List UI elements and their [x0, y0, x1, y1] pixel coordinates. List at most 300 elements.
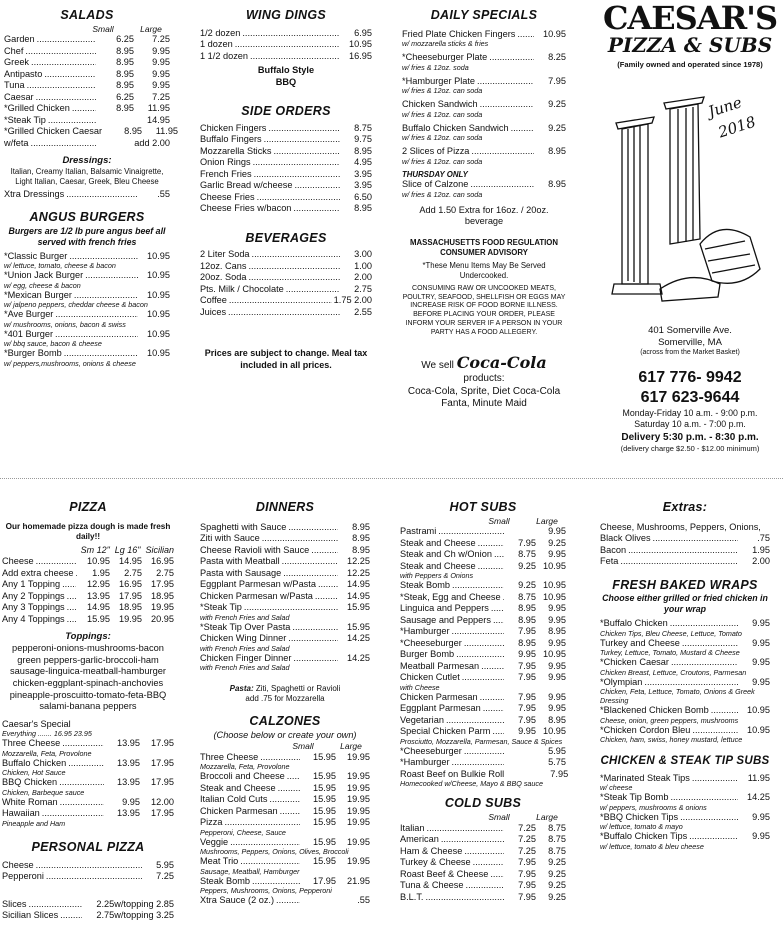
item-price: 9.95: [152, 57, 170, 68]
item-price: 3.95: [354, 180, 372, 191]
item-name: Italian: [400, 822, 425, 833]
item-description: with French Fries and Salad: [200, 612, 290, 622]
phone-2[interactable]: 617 623-9644: [640, 388, 740, 406]
calzone-special: [402, 179, 566, 199]
leader-dots: [711, 705, 738, 717]
item-description: Chicken Tips, Bleu Cheese, Lettuce, Tomato: [600, 628, 742, 638]
item-price: 7.25: [518, 834, 536, 844]
item-price: 9.25: [548, 122, 566, 133]
item-name: *Cheeseburger Plate: [402, 52, 488, 63]
personal-item: [2, 860, 174, 872]
leader-dots: [493, 615, 504, 627]
item-name: Add extra cheese: [2, 567, 74, 578]
item-price: 1.95: [752, 544, 770, 555]
item-price: 9.25: [518, 580, 536, 591]
beverage-item: [200, 295, 372, 307]
coke-products-2: Fanta, Minute Maid: [441, 398, 527, 410]
item-price: 8.75: [548, 834, 566, 844]
item-price: .55: [357, 895, 370, 906]
item-price: 7.95: [518, 714, 536, 725]
hotsub-item: [400, 638, 566, 650]
leader-dots: [67, 614, 76, 626]
extra-item: [600, 533, 770, 545]
item-price: 7.95: [518, 672, 536, 683]
beverage-item: [200, 261, 372, 273]
leader-dots: [471, 146, 534, 158]
item-price: 8.75: [548, 845, 566, 856]
item-description: Peppers, Mushrooms, Onions, Pepperoni: [200, 886, 332, 896]
item-price: 7.95: [550, 768, 569, 779]
item-description: Turkey, Lettuce, Tomato, Mustard & Cheese: [600, 648, 740, 658]
item-price: 8.75: [354, 122, 372, 133]
item-description: w/ fries & 12oz. can soda: [402, 189, 483, 199]
item-name: Spaghetti with Sauce: [200, 521, 287, 532]
item-description: w/ egg, cheese & bacon: [4, 280, 81, 290]
item-name: Tuna & Cheese: [400, 880, 464, 890]
item-price: 9.95: [548, 549, 566, 560]
leader-dots: [249, 272, 341, 284]
item-price: 10.95: [147, 289, 170, 300]
wrap-item: [600, 618, 770, 630]
item-name: Chicken Fingers: [200, 122, 267, 133]
dinner-item: [200, 545, 370, 557]
item-price: 3.95: [354, 168, 372, 179]
calzones-note: (Choose below or create your own): [213, 729, 357, 740]
salad-item: [4, 57, 170, 69]
item-price: 8.75: [548, 822, 566, 833]
leader-dots: [31, 138, 96, 150]
pizza-special: [2, 797, 174, 809]
item-name: *Steak, Egg and Cheese: [400, 591, 501, 602]
tipsub-item: [600, 831, 770, 843]
pizza-list: [2, 556, 174, 625]
item-price: 7.95: [518, 891, 536, 902]
extras-line: Cheese, Mushrooms, Peppers, Onions,: [600, 521, 761, 532]
salads-list: [4, 34, 179, 149]
item-price: 9.95: [122, 796, 140, 807]
item-description: Chicken, Hot Sauce: [2, 768, 66, 778]
leader-dots: [464, 846, 504, 858]
personal-item: [2, 871, 174, 883]
pasta-note: Pasta: Ziti, Spaghetti or Ravioli: [229, 684, 341, 694]
coldsub-item: [400, 869, 566, 881]
hotsub-item: [400, 649, 566, 661]
item-name: *Classic Burger: [4, 250, 68, 261]
item-name: Pasta with Sausage: [200, 567, 282, 578]
item-price: 8.95: [124, 126, 143, 137]
item-price: 9.95: [518, 649, 536, 660]
salad-item: [4, 126, 179, 138]
daily-section: [402, 8, 566, 411]
item-description: Chicken, Feta, Lettuce, Tomato, Onions & Greek Dressing: [600, 687, 755, 706]
extra-item: [600, 545, 770, 557]
item-name: *Olympian: [600, 676, 643, 687]
leader-dots: [628, 545, 738, 557]
item-name: Cheese Fries: [200, 191, 255, 202]
item-name: Special Chicken Parm: [400, 726, 491, 737]
item-name: 2 Slices of Pizza: [402, 146, 470, 157]
item-description: w/ fries & 12oz. soda: [402, 62, 469, 72]
item-name: Mozzarella Sticks: [200, 145, 272, 156]
item-price: 17.95: [313, 875, 336, 886]
item-name: Roast Beef & Cheese: [400, 868, 489, 879]
item-price: 10.95: [543, 649, 566, 660]
item-name: Sicilian Slices: [2, 910, 59, 921]
leader-dots: [478, 561, 504, 573]
item-price: 19.95: [151, 602, 174, 613]
item-name: Meat Trio: [200, 856, 239, 867]
item-price: 9.25: [518, 560, 536, 571]
wings-style-buffalo: Buffalo Style: [257, 65, 315, 76]
item-name: Italian Cold Cuts: [200, 794, 268, 805]
salad-item: [4, 69, 170, 81]
wraps-title: FRESH BAKED WRAPS: [612, 577, 758, 592]
item-price: 9.95: [548, 703, 566, 714]
leader-dots: [517, 29, 534, 41]
leader-dots: [511, 123, 534, 135]
item-price: 2.55: [354, 306, 372, 317]
item-price: 10.95: [349, 39, 372, 50]
pizza-item: [2, 568, 174, 580]
item-price: 10.95: [543, 591, 566, 602]
item-price: 9.95: [548, 691, 566, 702]
item-name: *Grilled Chicken Caesar: [4, 126, 103, 137]
item-price: 7.95: [518, 857, 536, 867]
salad-item: [4, 80, 170, 92]
item-name: Feta: [600, 556, 619, 567]
item-name: Chicken Parmesan w/Pasta: [200, 590, 313, 601]
item-price: 5.75: [548, 757, 566, 768]
item-price: .75: [757, 533, 770, 544]
leader-dots: [67, 602, 76, 614]
calzone-item: [200, 783, 370, 795]
salads-header: Small Large: [92, 23, 162, 34]
coldsubs-header: Small Large: [488, 811, 558, 822]
hotsubs-title: HOT SUBS: [449, 500, 517, 514]
item-price: 9.95: [548, 526, 566, 537]
wings-list: [200, 28, 372, 63]
side-item: [200, 134, 372, 146]
item-name: w/feta: [4, 137, 29, 148]
item-price: 14.25: [347, 652, 370, 663]
item-name: American: [400, 834, 439, 844]
item-price: 20.95: [151, 613, 174, 624]
leader-dots: [248, 261, 340, 273]
salad-item: [4, 138, 170, 150]
wings-style-bbq: BBQ: [275, 76, 297, 87]
item-price: 10.95: [147, 348, 170, 359]
item-price: 19.95: [347, 805, 370, 816]
item-description: Sausage, Meatball, Hamburger: [200, 866, 300, 876]
item-name: Linguica and Peppers: [400, 603, 489, 614]
item-name: Buffalo Chicken: [2, 757, 67, 768]
leader-dots: [62, 579, 76, 591]
calzone-item: [200, 806, 370, 818]
item-name: *Hamburger: [400, 626, 450, 637]
item-name: Onion Rings: [200, 157, 251, 168]
item-price: 7.25: [152, 34, 170, 45]
item-name: *Chicken Caesar: [600, 657, 669, 668]
leader-dots: [228, 307, 340, 319]
item-name: Broccoli and Cheese: [200, 771, 285, 782]
pizza-specials: [2, 719, 174, 828]
leader-dots: [254, 169, 340, 181]
item-price: 1.75 2.00: [333, 295, 372, 306]
item-name: Fried Plate Chicken Fingers: [402, 28, 516, 39]
leader-dots: [44, 69, 96, 81]
item-price: 2.25: [96, 898, 115, 909]
item-price: 10.95: [147, 328, 170, 339]
hotsub-item: [400, 538, 566, 550]
extras-section: [600, 500, 770, 851]
item-price: 12.25: [347, 556, 370, 567]
item-price: 3.00: [354, 249, 372, 260]
pizza-note: Our homemade pizza dough is made fresh daily!!: [5, 521, 171, 541]
dinner-item: [200, 568, 370, 580]
topping-line: green peppers-garlic-broccoli-ham: [17, 654, 159, 665]
item-price: 8.95: [548, 146, 566, 157]
leader-dots: [670, 618, 738, 630]
item-name: Steak and Cheese: [400, 560, 476, 571]
item-name: *Blackened Chicken Bomb: [600, 705, 709, 716]
item-price: 17.95: [151, 777, 174, 788]
leader-dots: [653, 533, 738, 545]
extra-item: [600, 556, 770, 568]
item-description: w/ peppers, mushrooms & onions: [600, 802, 707, 812]
item-description: w/ mushrooms, onions, bacon & swiss: [4, 319, 126, 329]
leader-dots: [29, 899, 83, 911]
item-price: 15.95: [313, 805, 336, 816]
beverages-title: BEVERAGES: [245, 230, 327, 245]
daily-item: [402, 99, 566, 111]
tipsubs-list: [600, 773, 770, 851]
item-price: 9.95: [548, 603, 566, 614]
item-name: Garlic Bread w/cheese: [200, 180, 293, 191]
item-name: Cheese Fries w/bacon: [200, 203, 292, 214]
item-name: Veggie: [200, 836, 229, 847]
item-name: Any 1 Topping: [2, 579, 61, 590]
burger-item: [4, 270, 170, 282]
item-price: 11.95: [155, 126, 179, 137]
side-item: [200, 203, 372, 215]
calzone-item: [200, 895, 370, 907]
leader-dots: [262, 533, 338, 545]
pizza-item: [2, 591, 174, 603]
pasta-note-2: add .75 for Mozzarella: [245, 694, 325, 704]
item-price: 7.25: [152, 91, 170, 102]
leader-dots: [253, 157, 340, 169]
leader-dots: [85, 270, 138, 282]
salads-section: [4, 8, 179, 368]
item-description: Pepperoni, Cheese, Sauce: [200, 827, 286, 837]
leader-dots: [680, 812, 738, 824]
leader-dots: [477, 76, 534, 88]
dinners-list: [200, 522, 370, 673]
item-name: *Hamburger Plate: [402, 75, 476, 86]
calzone-item: [200, 794, 370, 806]
item-description: w/ fries & 12oz. can soda: [402, 156, 483, 166]
leader-dots: [269, 794, 300, 806]
slices-list: [2, 899, 174, 922]
item-price: 13.95: [87, 590, 110, 601]
item-name: BBQ Chicken: [2, 777, 58, 788]
side-title: SIDE ORDERS: [241, 104, 331, 119]
item-price: 8.95: [354, 145, 372, 156]
item-price: 10.95: [747, 705, 770, 716]
item-price: 9.95: [752, 657, 770, 668]
item-price: 19.95: [347, 817, 370, 828]
item-price: 2.75: [96, 910, 115, 921]
item-price: 8.95: [116, 103, 134, 114]
item-price: 15.95: [313, 836, 336, 847]
phone-1[interactable]: 617 776- 9942: [638, 368, 742, 386]
brand-name: CAESAR'S: [602, 0, 778, 37]
beverage-item: [200, 272, 372, 284]
item-name: Black Olives: [600, 533, 651, 544]
item-name: Chicken Finger Dinner: [200, 652, 292, 663]
item-price: 7.25: [518, 845, 536, 856]
pizza-item: [2, 556, 174, 568]
hotsubs-list: [400, 526, 569, 789]
item-price: 19.95: [119, 613, 142, 624]
item-name: B.L.T.: [400, 891, 424, 902]
leader-dots: [37, 34, 96, 46]
item-price: 8.95: [548, 179, 566, 190]
leader-dots: [36, 556, 76, 568]
hours-saturday: Saturday 10 a.m. - 7:00 p.m.: [634, 418, 746, 429]
side-item: [200, 146, 372, 158]
item-name: Steak and Cheese: [400, 537, 476, 548]
delivery-hours: Delivery 5:30 p.m. - 8:30 p.m.: [621, 431, 759, 443]
beverages-list: [200, 249, 372, 318]
item-name: Slices: [2, 898, 27, 909]
item-description: w/ cheese: [600, 783, 633, 793]
item-name: Turkey and Cheese: [600, 637, 680, 648]
leader-dots: [276, 895, 300, 907]
item-name: 12oz. Cans: [200, 260, 247, 271]
coca-cola-logo: Coca-Cola: [456, 353, 547, 373]
extras-list: [600, 533, 770, 568]
salad-item: [4, 92, 170, 104]
item-price: w/topping 3.25: [114, 910, 174, 921]
item-price: 7.95: [518, 868, 536, 879]
item-description: Cheese, onion, green peppers, mushrooms: [600, 715, 739, 725]
item-name: 2 Liter Soda: [200, 249, 250, 260]
item-price: 19.95: [347, 771, 370, 782]
leader-dots: [293, 653, 338, 665]
leader-dots: [282, 556, 338, 568]
item-price: 1.00: [354, 260, 372, 271]
item-price: 11.95: [747, 772, 770, 783]
item-price: 16.95: [151, 556, 174, 567]
topping-line: salami-banana peppers: [39, 701, 137, 712]
extra-beverage-note: Add 1.50 Extra for 16oz. / 20oz. beverage: [419, 204, 549, 227]
item-price: 9.75: [354, 134, 372, 145]
leader-dots: [288, 633, 338, 645]
leader-dots: [283, 568, 338, 580]
wings-item: [200, 39, 372, 51]
item-price: 19.95: [347, 794, 370, 805]
item-name: *Mexican Burger: [4, 289, 72, 300]
salad-item: [4, 115, 170, 127]
item-price: 10.95: [87, 556, 110, 567]
dressings-list: Italian, Creamy Italian, Balsamic Vinaigrette, Light Italian, Caesar, Greek, Bleu Cheese: [10, 167, 164, 186]
item-name: Ziti with Sauce: [200, 533, 260, 544]
item-name: Tuna: [4, 80, 25, 91]
item-name: Three Cheese: [2, 738, 61, 749]
item-price: 9.95: [752, 676, 770, 687]
hotsub-item: [400, 603, 566, 615]
item-description: w/ fries & 12oz. can soda: [402, 86, 483, 96]
item-price: 7.95: [518, 880, 536, 890]
item-name: Vegetarian: [400, 714, 444, 725]
slice-item: [2, 910, 174, 922]
dinner-item: [200, 556, 370, 568]
item-price: 15.95: [347, 621, 370, 632]
ma-title: MASSACHUSETTS FOOD REGULATION CONSUMER ADVISORY: [410, 237, 558, 257]
item-name: Cheese Ravioli with Sauce: [200, 544, 310, 555]
item-price: 14.25: [747, 792, 770, 803]
leader-dots: [25, 46, 96, 58]
item-price: 14.95: [87, 602, 110, 613]
columns-illustration: [600, 69, 780, 319]
item-name: Eggplant Parmesan: [400, 703, 481, 714]
item-price: 10.95: [747, 724, 770, 735]
item-price: 15.95: [313, 817, 336, 828]
item-name: French Fries: [200, 168, 252, 179]
leader-dots: [670, 792, 738, 804]
item-price: 8.95: [116, 57, 134, 68]
item-price: 19.95: [347, 751, 370, 762]
dinner-item: [200, 602, 370, 614]
pizza-section: [2, 500, 174, 922]
hotsub-item: [400, 526, 566, 538]
item-price: 6.25: [116, 34, 134, 45]
coke-line: We sell Coca-Cola products:: [421, 353, 547, 385]
item-name: Pizza: [200, 817, 223, 828]
leader-dots: [452, 626, 504, 638]
item-price: 7.95: [518, 703, 536, 714]
item-name: Eggplant Parmesan w/Pasta: [200, 579, 316, 590]
item-price: 8.95: [352, 533, 370, 544]
leader-dots: [252, 249, 340, 261]
item-name: Juices: [200, 306, 227, 317]
leader-dots: [311, 545, 338, 557]
leader-dots: [503, 592, 504, 604]
item-price: 8.95: [116, 45, 134, 56]
item-price: 8.95: [352, 544, 370, 555]
item-price: 10.95: [543, 726, 566, 737]
side-item: [200, 180, 372, 192]
item-price: 8.95: [518, 603, 536, 614]
item-price: 8.75: [518, 549, 536, 560]
leader-dots: [235, 39, 340, 51]
coldsub-item: [400, 880, 566, 892]
leader-dots: [438, 526, 504, 538]
toppings-title: Toppings:: [65, 631, 111, 643]
calzone-item: [200, 771, 370, 783]
item-description: w/ jalpeno peppers, cheddar cheese & bacon: [4, 300, 148, 310]
item-price: 9.25: [548, 99, 566, 110]
leader-dots: [466, 880, 504, 892]
item-description: w/ lettuce, tomato & bleu cheese: [600, 841, 704, 851]
personal-list: [2, 860, 174, 883]
item-name: Turkey & Cheese: [400, 857, 471, 867]
daily-item: [402, 52, 566, 64]
item-price: 7.25: [156, 871, 174, 882]
wings-title: WING DINGS: [245, 8, 327, 22]
item-name: Cheese: [2, 556, 34, 567]
